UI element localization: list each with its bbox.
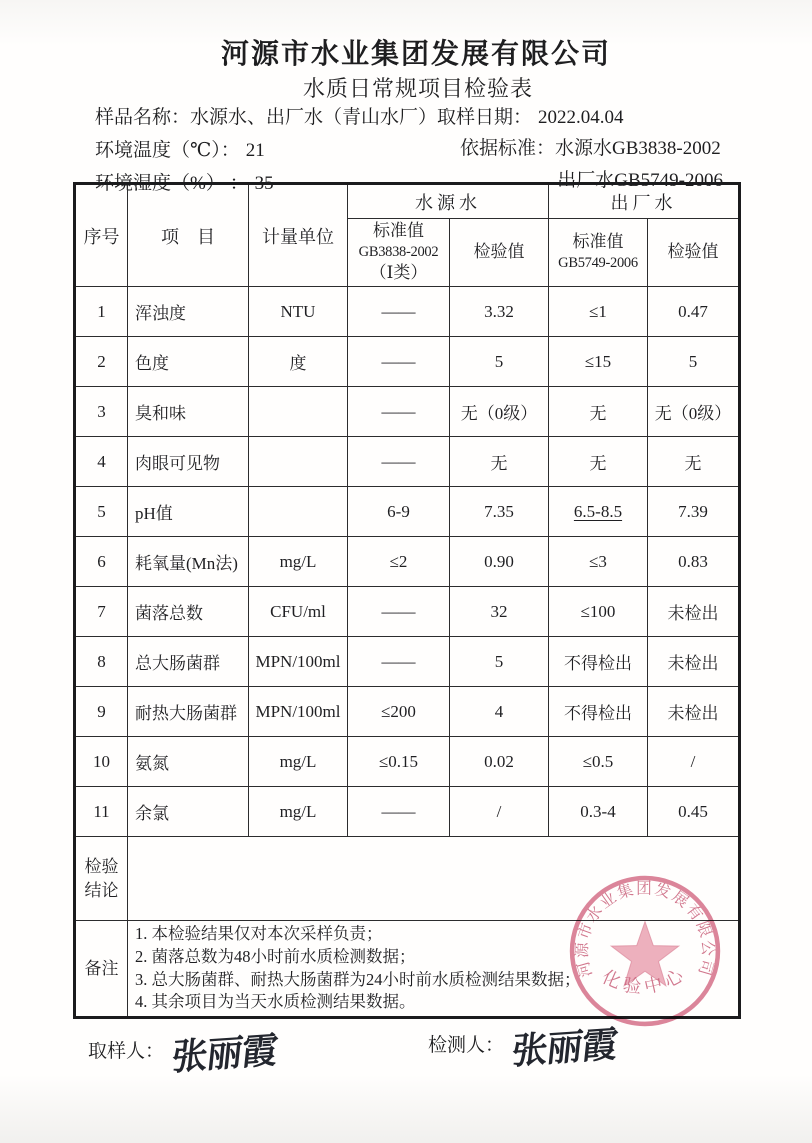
company-seal-stamp: [566, 872, 724, 1030]
row-source-standard: ≤200: [348, 687, 450, 737]
remark-line-3: 3. 总大肠菌群、耐热大肠菌群为24小时前水质检测结果数据；: [135, 969, 581, 989]
table-row-oxygen-consumption: [75, 537, 740, 587]
row-item: 总大肠菌群: [128, 637, 249, 687]
source-standard-line2: GB3838-2002: [358, 243, 439, 260]
row-factory-standard: ≤1: [549, 287, 648, 337]
env-temp-line: [95, 135, 265, 162]
row-source-standard: ——: [348, 787, 450, 837]
row-factory-value: 0.83: [648, 537, 740, 587]
row-no: 2: [75, 337, 128, 387]
row-source-value: 5: [450, 337, 549, 387]
row-item: 浑浊度: [128, 287, 249, 337]
table-row-thermotolerant-coliform: [75, 687, 740, 737]
row-factory-value: 未检出: [648, 687, 740, 737]
row-unit: [249, 437, 348, 487]
remark-line-2: 2. 菌落总数为48小时前水质检测数据；: [135, 946, 416, 966]
row-item: 肉眼可见物: [128, 437, 249, 487]
tester-label: 检测人：: [428, 1035, 505, 1056]
row-factory-value: 未检出: [648, 637, 740, 687]
table-row-ph: [75, 487, 740, 537]
row-no: 5: [75, 487, 128, 537]
header-group-factory-water: 出厂水: [549, 184, 740, 219]
row-item: 菌落总数: [128, 587, 249, 637]
row-factory-standard: 无: [549, 437, 648, 487]
row-item: pH值: [128, 487, 249, 537]
row-source-standard: ≤0.15: [348, 737, 450, 787]
sample-name-value: 水源水、出厂水（青山水厂）: [190, 107, 438, 128]
standard-line: [460, 133, 721, 160]
row-item: 色度: [128, 337, 249, 387]
row-item: 臭和味: [128, 387, 249, 437]
sample-info-line: [95, 102, 624, 129]
source-standard-line1: 标准值: [373, 220, 424, 240]
seal-center-text: 化验中心: [599, 963, 691, 998]
header-factory-test-value: 检验值: [648, 219, 740, 287]
row-item: 耐热大肠菌群: [128, 687, 249, 737]
row-source-standard: ——: [348, 287, 450, 337]
row-unit: mg/L: [249, 737, 348, 787]
row-factory-standard: ≤0.5: [549, 737, 648, 787]
header-source-test-value: 检验值: [450, 219, 549, 287]
row-source-value: 5: [450, 637, 549, 687]
row-factory-standard: 0.3-4: [549, 787, 648, 837]
header-group-source-water: 水源水: [348, 184, 549, 219]
source-standard-line3: （Ⅰ类）: [369, 263, 428, 283]
sampler-sign-block: [88, 1026, 277, 1077]
row-source-standard: ≤2: [348, 537, 450, 587]
header-factory-standard: [549, 219, 648, 287]
row-factory-value: 无（0级）: [648, 387, 740, 437]
standard-label: 依据标准：: [460, 138, 556, 159]
row-factory-value: 0.47: [648, 287, 740, 337]
row-unit: MPN/100ml: [249, 637, 348, 687]
header-no: 序号: [75, 184, 128, 287]
row-source-value: /: [450, 787, 549, 837]
row-unit: NTU: [249, 287, 348, 337]
seal-ring-text: 河源市水业集团发展有限公司: [574, 880, 716, 980]
table-row-turbidity: [75, 287, 740, 337]
header-source-standard: [348, 219, 450, 287]
table-row-residual-chlorine: [75, 787, 740, 837]
remark-line-1: 1. 本检验结果仅对本次采样负责；: [135, 923, 383, 943]
factory-standard-line2: GB5749-2006: [558, 255, 638, 272]
row-source-value: 32: [450, 587, 549, 637]
row-factory-value: 无: [648, 437, 740, 487]
table-row-ammonia-nitrogen: [75, 737, 740, 787]
row-no: 1: [75, 287, 128, 337]
row-item: 余氯: [128, 787, 249, 837]
row-item: 氨氮: [128, 737, 249, 787]
row-factory-standard: ≤15: [549, 337, 648, 387]
row-no: 7: [75, 587, 128, 637]
row-factory-standard: 不得检出: [549, 637, 648, 687]
table-row-colony-count: [75, 587, 740, 637]
row-factory-value: 0.45: [648, 787, 740, 837]
row-factory-standard: 无: [549, 387, 648, 437]
header-unit: 计量单位: [249, 184, 348, 287]
row-source-standard: ——: [348, 387, 450, 437]
row-unit: MPN/100ml: [249, 687, 348, 737]
row-source-standard: 6-9: [348, 487, 450, 537]
env-temp-value: 21: [245, 140, 265, 161]
row-source-value: 7.35: [450, 487, 549, 537]
row-no: 3: [75, 387, 128, 437]
env-humidity-label: 环境湿度（%） ：: [95, 173, 249, 194]
conclusion-label: [75, 837, 128, 921]
row-source-value: 4: [450, 687, 549, 737]
row-source-value: 0.02: [450, 737, 549, 787]
sampling-date-value: 2022.04.04: [538, 107, 624, 128]
row-item: 耗氧量(Mn法): [128, 537, 249, 587]
row-factory-standard: 不得检出: [549, 687, 648, 737]
document-title: 水质日常规项目检验表: [302, 76, 533, 101]
conclusion-label-line1: 检验: [84, 856, 119, 876]
row-source-standard: ——: [348, 637, 450, 687]
sampler-signature: 张丽霞: [169, 1030, 279, 1078]
table-row-visible-matter: [75, 437, 740, 487]
table-row-odor: [75, 387, 740, 437]
row-no: 11: [75, 787, 128, 837]
sample-name-label: 样品名称：: [95, 107, 191, 128]
row-source-value: 0.90: [450, 537, 549, 587]
sampling-date-label: 取样日期：: [437, 107, 533, 128]
row-factory-value: /: [648, 737, 740, 787]
conclusion-label-line2: 结论: [84, 880, 119, 900]
row-factory-value: 7.39: [648, 487, 740, 537]
standard-source-water: 水源水GB3838-2002: [555, 138, 721, 159]
table-group-header-row: [75, 184, 740, 219]
row-source-value: 无（0级）: [450, 387, 549, 437]
row-source-standard: ——: [348, 337, 450, 387]
row-factory-standard: ≤3: [549, 537, 648, 587]
table-row-color: [75, 337, 740, 387]
row-source-value: 无: [450, 437, 549, 487]
remarks-label: 备注: [75, 921, 128, 1018]
table-row-total-coliform: [75, 637, 740, 687]
env-humidity-value: 35: [254, 173, 274, 194]
factory-standard-line1: 标准值: [572, 232, 624, 252]
standard-factory-water: 出厂水GB5749-2006: [557, 170, 723, 191]
row-unit: mg/L: [249, 537, 348, 587]
row-unit: 度: [249, 337, 348, 387]
row-source-standard: ——: [348, 587, 450, 637]
row-factory-value: 5: [648, 337, 740, 387]
row-no: 8: [75, 637, 128, 687]
remark-line-4: 4. 其余项目为当天水质检测结果数据。: [135, 992, 416, 1012]
row-unit: mg/L: [249, 787, 348, 837]
row-unit: CFU/ml: [249, 587, 348, 637]
row-unit: [249, 487, 348, 537]
row-unit: [249, 387, 348, 437]
company-title: 河源市水业集团发展有限公司: [220, 39, 611, 70]
row-factory-value: 未检出: [648, 587, 740, 637]
row-no: 4: [75, 437, 128, 487]
row-source-value: 3.32: [450, 287, 549, 337]
row-no: 9: [75, 687, 128, 737]
row-no: 10: [75, 737, 128, 787]
row-factory-standard: 6.5-8.5: [549, 487, 648, 537]
header-item: 项 目: [128, 184, 249, 287]
sampler-label: 取样人：: [88, 1041, 165, 1062]
row-source-standard: ——: [348, 437, 450, 487]
env-temp-label: 环境温度（℃）：: [95, 140, 240, 161]
row-factory-standard: ≤100: [549, 587, 648, 637]
tester-signature: 张丽霞: [509, 1024, 619, 1072]
row-no: 6: [75, 537, 128, 587]
